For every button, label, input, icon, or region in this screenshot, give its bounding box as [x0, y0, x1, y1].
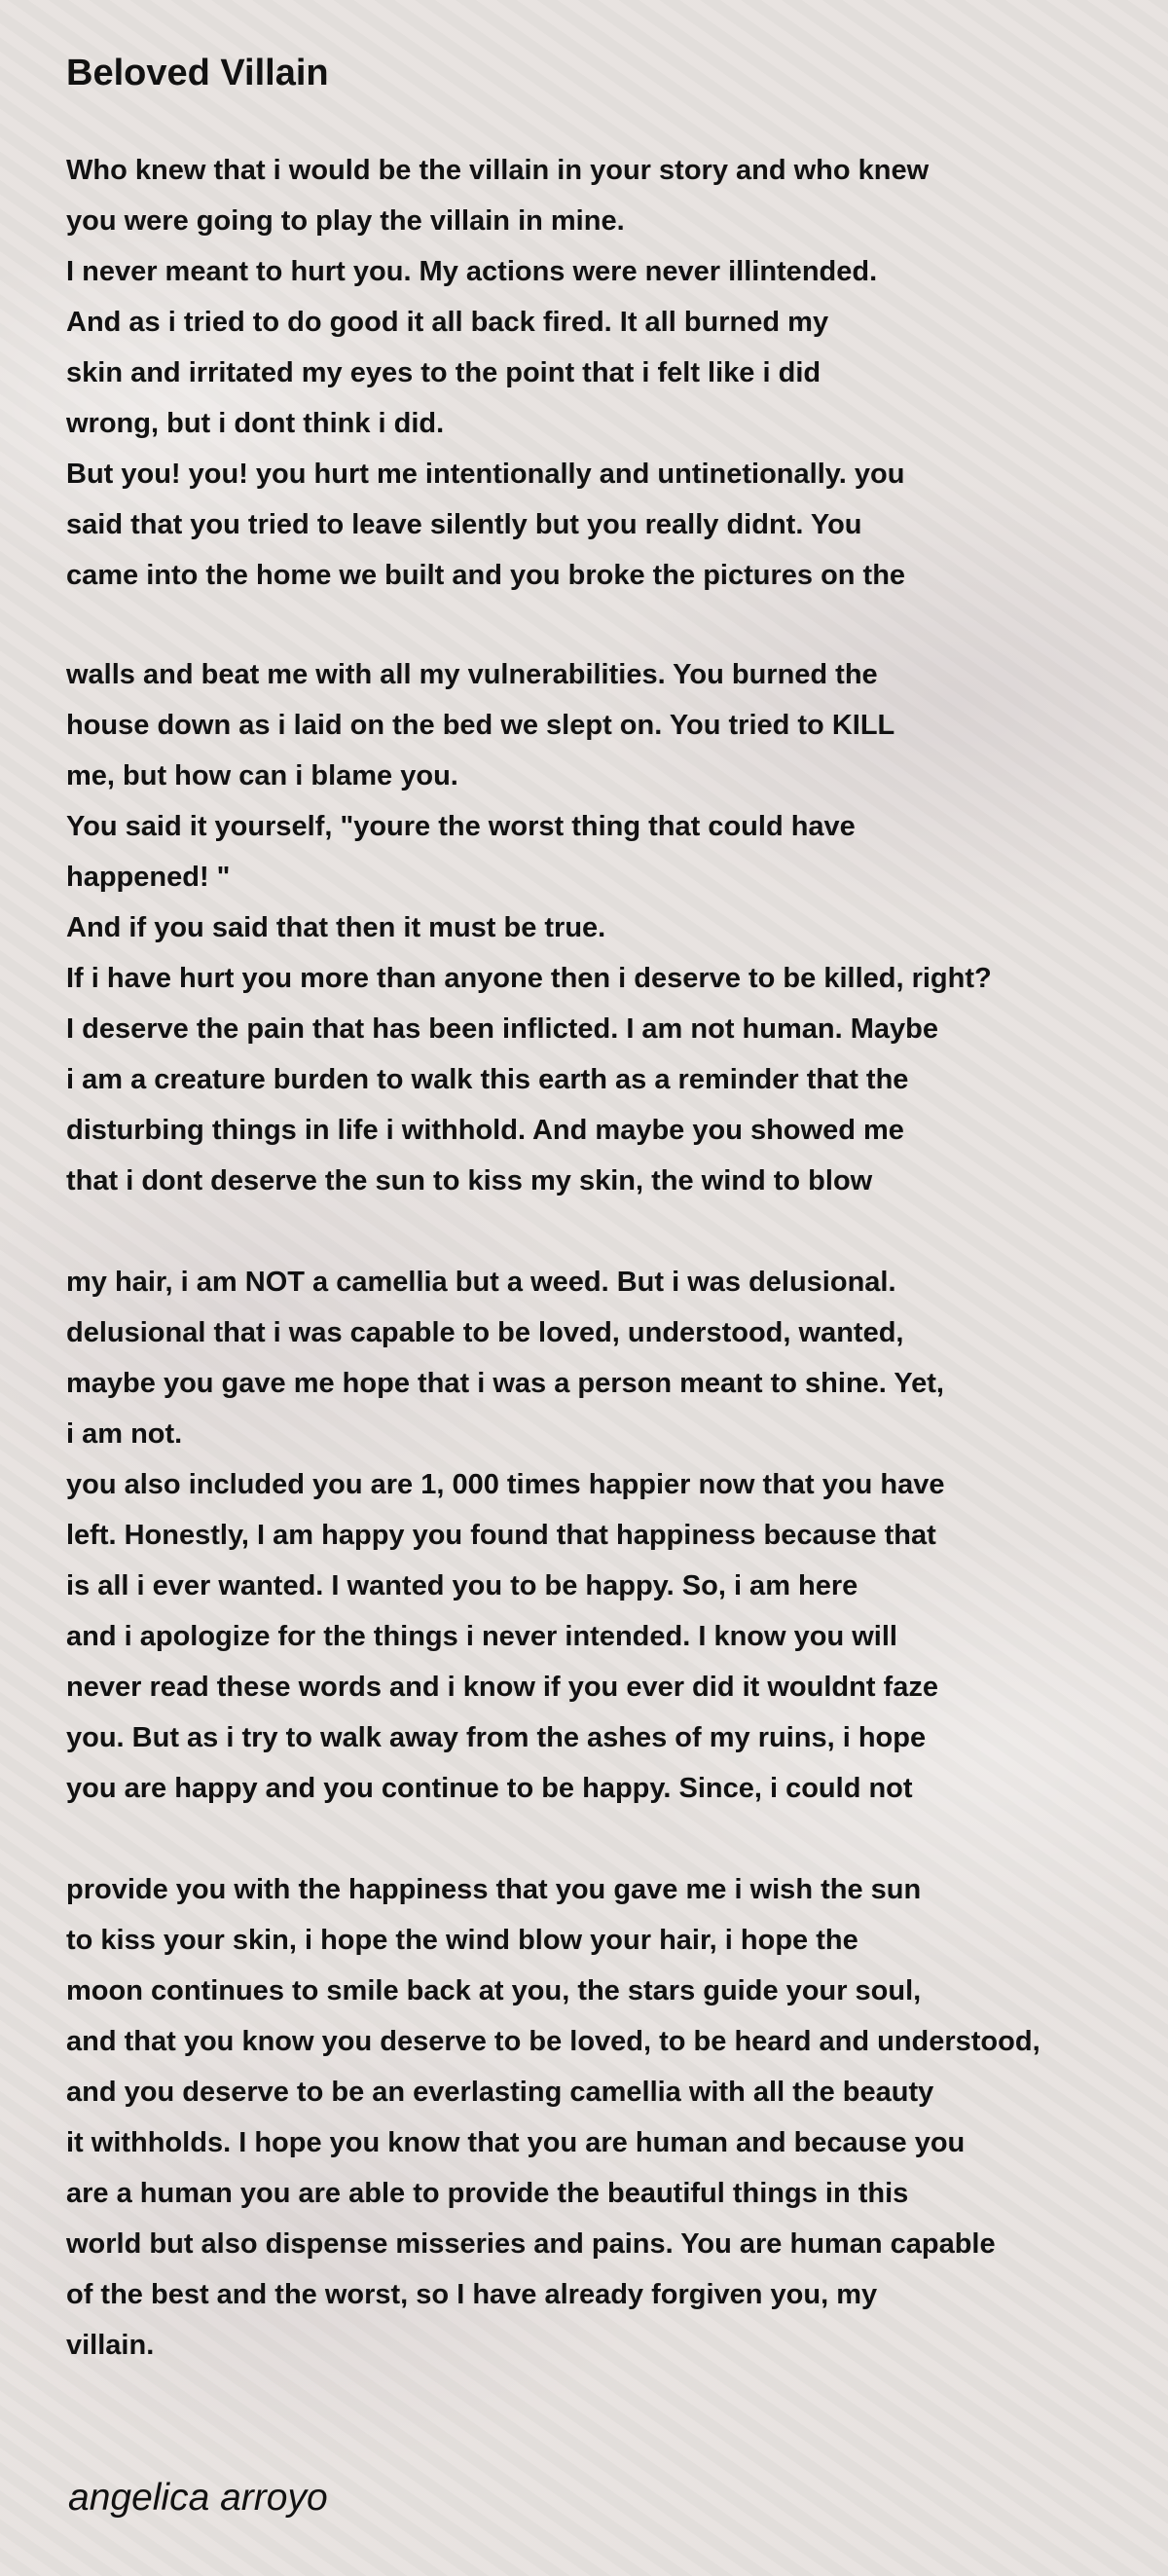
poem-line: But you! you! you hurt me intentionally and untinetionally. you — [66, 459, 905, 490]
poem-line: house down as i laid on the bed we slept on. You tried to KILL — [66, 710, 895, 741]
poem-line: you were going to play the villain in mine. — [66, 205, 625, 237]
poem-line: is all i ever wanted. I wanted you to be happy. So, i am here — [66, 1570, 858, 1601]
poem-title: Beloved Villain — [66, 53, 329, 93]
poem-line: my hair, i am NOT a camellia but a weed. But i was delusional. — [66, 1267, 896, 1298]
poem-stanza — [66, 1864, 1156, 2371]
poem-line: disturbing things in life i withhold. And maybe you showed me — [66, 1115, 904, 1146]
poem-line: world but also dispense misseries and pains. You are human capable — [66, 2228, 996, 2260]
poem-line: You said it yourself, "youre the worst thing that could have — [66, 811, 856, 842]
poem-line: Who knew that i would be the villain in your story and who knew — [66, 155, 930, 186]
poem-stanza — [66, 145, 1156, 601]
poem-stanza — [66, 649, 1156, 1206]
poem-line: said that you tried to leave silently but you really didnt. You — [66, 509, 862, 540]
poem-line: you are happy and you continue to be happy. Since, i could not — [66, 1773, 913, 1804]
poem-line: i am a creature burden to walk this earth as a reminder that the — [66, 1064, 909, 1095]
poem-line: skin and irritated my eyes to the point that i felt like i did — [66, 357, 821, 388]
poem-line: that i dont deserve the sun to kiss my skin, the wind to blow — [66, 1165, 873, 1196]
poem-author: angelica arroyo — [68, 2477, 328, 2519]
poem-line: i am not. — [66, 1418, 183, 1450]
poem-line: are a human you are able to provide the beautiful things in this — [66, 2178, 909, 2209]
poem-line: happened! " — [66, 862, 231, 893]
poem-line: to kiss your skin, i hope the wind blow your hair, i hope the — [66, 1925, 858, 1956]
poem-line: I never meant to hurt you. My actions were never illintended. — [66, 256, 878, 287]
poem-line: left. Honestly, I am happy you found that happiness because that — [66, 1520, 936, 1551]
poem-line: you also included you are 1, 000 times happier now that you have — [66, 1469, 945, 1500]
poem-line: I deserve the pain that has been inflicted. I am not human. Maybe — [66, 1013, 938, 1045]
poem-line: it withholds. I hope you know that you are human and because you — [66, 2127, 966, 2158]
poem-line: wrong, but i dont think i did. — [66, 408, 445, 439]
poem-line: and that you know you deserve to be loved, to be heard and understood, — [66, 2026, 1040, 2057]
poem-line: walls and beat me with all my vulnerabilities. You burned the — [66, 659, 878, 690]
poem-line: If i have hurt you more than anyone then i deserve to be killed, right? — [66, 963, 992, 994]
poem-line: moon continues to smile back at you, the stars guide your soul, — [66, 1975, 922, 2006]
poem-stanza — [66, 1257, 1156, 1814]
poem-line: of the best and the worst, so I have already forgiven you, my — [66, 2279, 878, 2310]
poem-line: and you deserve to be an everlasting camellia with all the beauty — [66, 2077, 934, 2108]
poem-line: you. But as i try to walk away from the ashes of my ruins, i hope — [66, 1722, 927, 1753]
poem-line: came into the home we built and you broke the pictures on the — [66, 560, 906, 591]
poem-line: provide you with the happiness that you gave me i wish the sun — [66, 1874, 922, 1905]
poem-line: me, but how can i blame you. — [66, 760, 458, 791]
poem-line: never read these words and i know if you ever did it wouldnt faze — [66, 1672, 938, 1703]
poem-line: delusional that i was capable to be loved, understood, wanted, — [66, 1317, 904, 1348]
poem-line: and i apologize for the things i never intended. I know you will — [66, 1621, 897, 1652]
poem-line: And as i tried to do good it all back fired. It all burned my — [66, 307, 829, 338]
poem-line: maybe you gave me hope that i was a person meant to shine. Yet, — [66, 1368, 944, 1399]
poem-line: villain. — [66, 2330, 155, 2361]
poem-line: And if you said that then it must be true. — [66, 912, 606, 943]
